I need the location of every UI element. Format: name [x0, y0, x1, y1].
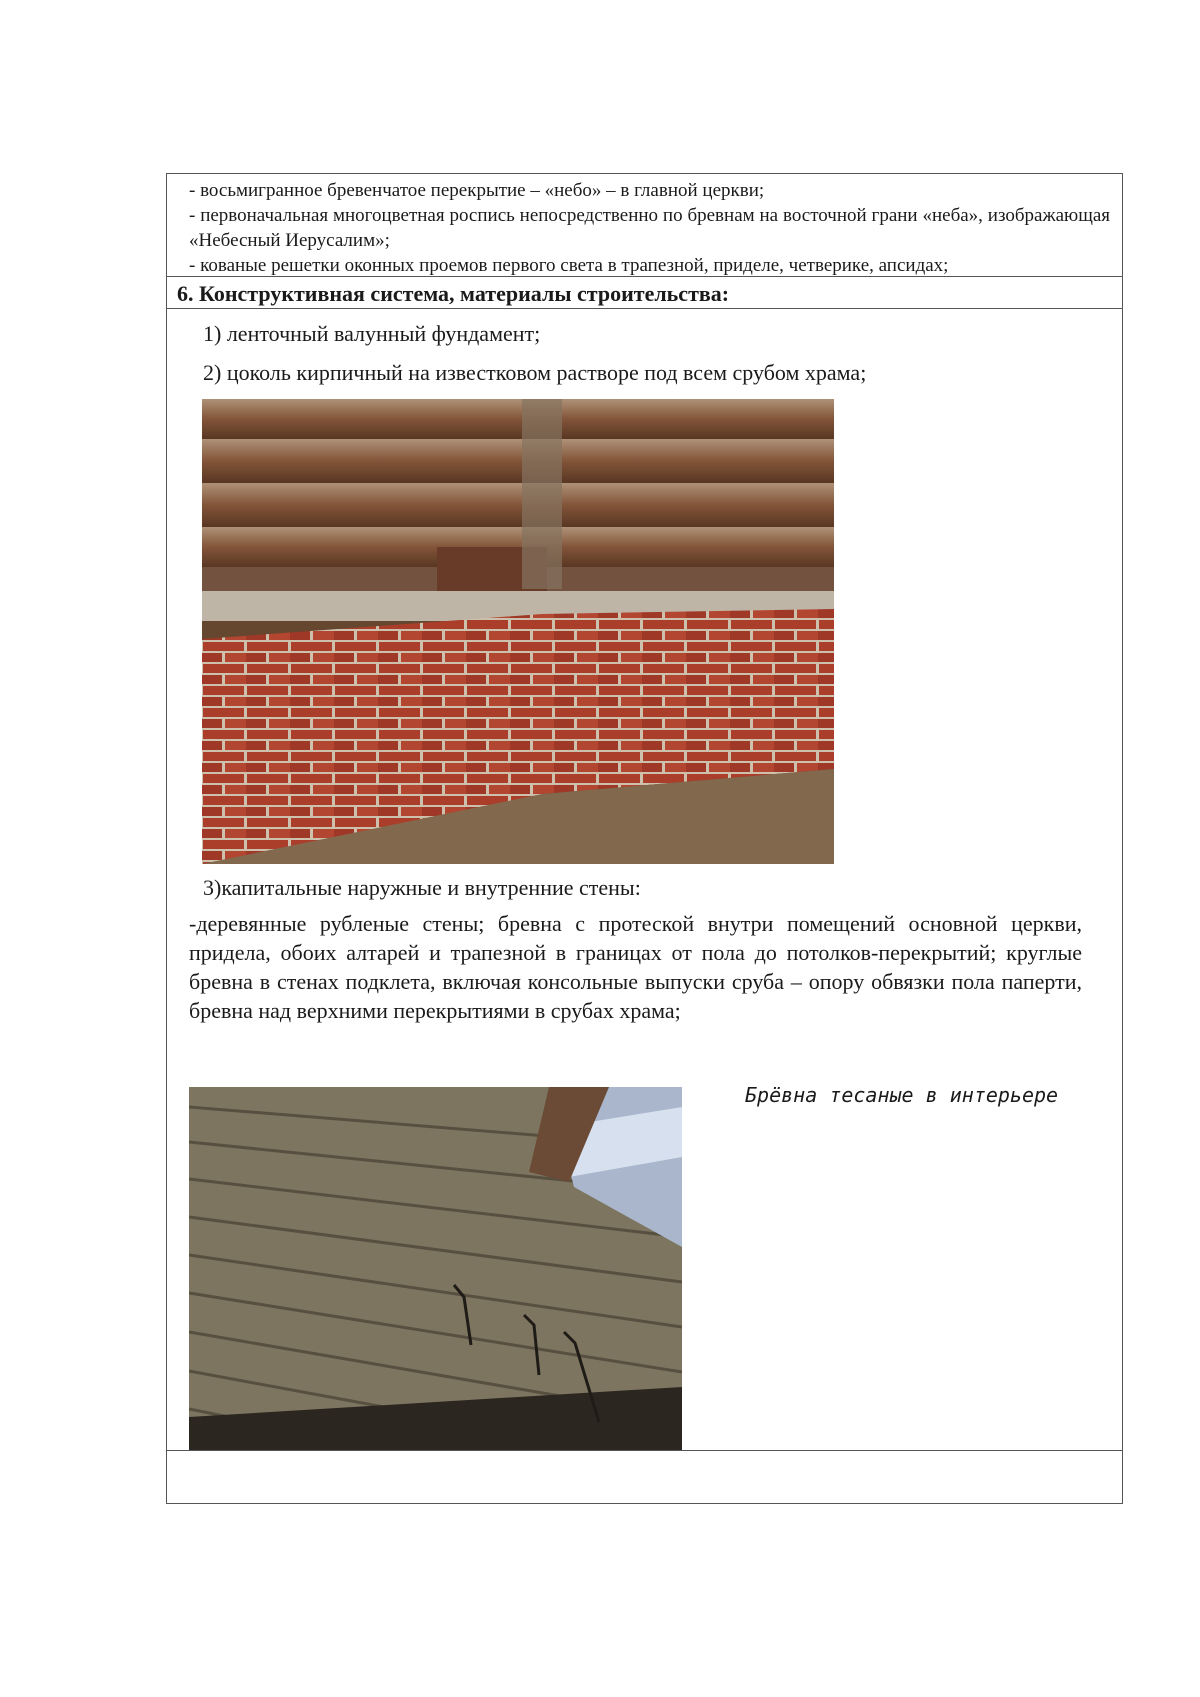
- section-heading: 6. Конструктивная система, материалы строительства:: [177, 281, 730, 306]
- photo-brick-plinth: [202, 399, 834, 864]
- feature-row-1: - восьмигранное бревенчатое перекрытие – «небо» – в главной церкви;: [189, 180, 765, 201]
- photo-caption: Брёвна тесаные в интерьере: [745, 1083, 1059, 1107]
- feature-row-3: - кованые решетки оконных проемов первого света в трапезной, приделе, четверике, апсидах;: [189, 255, 949, 276]
- feature-row-2: - первоначальная многоцветная роспись непосредственно по бревнам на восточной грани «неба», изображающая «Небесный Иерусалим»;: [189, 205, 1110, 251]
- hewn-logs-illustration: [189, 1087, 682, 1450]
- list-item-walls: 3)капитальные наружные и внутренние стены:: [203, 875, 641, 900]
- row-divider: [167, 1450, 1122, 1451]
- row-divider: [167, 308, 1122, 309]
- list-item-plinth: 2) цоколь кирпичный на известковом растворе под всем срубом храма;: [203, 360, 867, 385]
- row-divider: [167, 276, 1122, 277]
- photo-hewn-logs: [189, 1087, 682, 1450]
- document-frame: [166, 173, 1123, 1504]
- brick-plinth-illustration: [202, 399, 834, 864]
- walls-description: -деревянные рубленые стены; бревна с протеской внутри помещений основной церкви, придела, обоих алтарей и трапезной в границах от пола до потолков-перекрытий; круглые бревна в стенах подклета, включая консольные выпуски сруба – опору обвязки пола паперти, бревна над верхними перекрытиями в срубах храма;: [189, 911, 1082, 1023]
- list-item-foundation: 1) ленточный валунный фундамент;: [203, 321, 541, 346]
- features-list: [189, 178, 1110, 278]
